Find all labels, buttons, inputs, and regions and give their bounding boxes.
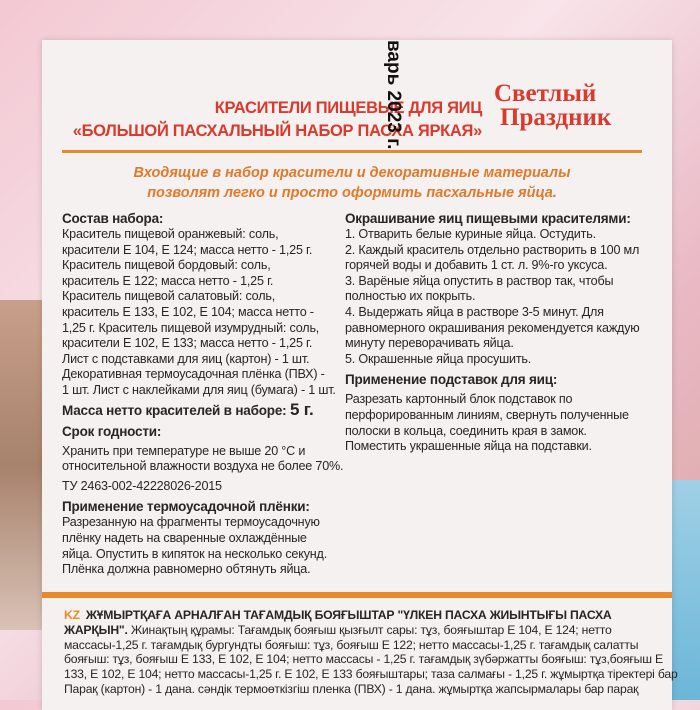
- subtitle-line: позволят легко и просто оформить пасхальные яйца.: [147, 185, 557, 201]
- text-line: 4. Выдержать яйца в растворе 3-5 минут. Для: [345, 304, 604, 319]
- composition-heading: Состав набора:: [62, 211, 164, 226]
- text-line: перфорированным линиям, свернуть полученные: [345, 407, 629, 422]
- product-title: [62, 97, 482, 143]
- text-line: полоски в кольца, соединить края в замок.: [345, 423, 587, 438]
- text-line: Краситель пищевой оранжевый: соль,: [62, 227, 279, 241]
- kz-text: Жинақтың құрамы: Тағамдық бояғыш қызғылт сары: тұз, бояғыштар Е 104, Е 124; нетто: [127, 622, 612, 637]
- text-line: Разрезанную на фрагменты термоусадочную: [62, 515, 320, 530]
- text-line: 2. Каждый краситель отдельно растворить в 100 мл: [345, 242, 640, 257]
- text-line: минуту переворачивать яйца.: [345, 336, 514, 351]
- text-line: красители Е 102, Е 133; масса нетто - 1,25 г.: [62, 336, 313, 351]
- stands-heading: Применение подставок для яиц:: [345, 372, 558, 388]
- kz-title-end: ЖАРҚЫН".: [64, 622, 128, 637]
- right-column: [345, 210, 640, 455]
- kz-divider: [42, 592, 672, 598]
- dyeing-heading: Окрашивание яиц пищевыми красителями:: [345, 211, 631, 226]
- text-line: относительной влажности воздуха не более 70%.: [62, 459, 344, 474]
- left-column: [62, 210, 343, 578]
- background-blur-left: [0, 300, 45, 630]
- stands-text: [345, 392, 640, 454]
- logo-line: Светлый: [494, 80, 597, 107]
- kz-title: ЖҰМЫРТҚАҒА АРНАЛҒАН ТАҒАМДЫҚ БОЯҒЫШТАР "ҮЛКЕН ПАСХА ЖИЫНТЫҒЫ ПАСХА: [85, 608, 612, 622]
- text-line: 1. Отварить белые куриные яйца. Остудить.: [345, 227, 596, 241]
- text-line: Краситель пищевой бордовый: соль,: [62, 258, 271, 273]
- divider: [62, 150, 642, 153]
- text-line: равномерного окрашивания рекомендуется каждую: [345, 320, 640, 335]
- shelf-life-heading: Срок годности:: [62, 423, 162, 439]
- net-mass-label: Масса нетто красителей в наборе:: [62, 402, 287, 418]
- storage-text: [62, 444, 343, 475]
- text-line: 1 шт. Лист с наклейками для яиц (бумага) - 1 шт.: [62, 382, 336, 397]
- logo-line: Праздник: [500, 104, 612, 131]
- date-stamp: варь 2023 г.: [383, 40, 404, 150]
- text-line: краситель Е 133, Е 102, Е 104; масса нетто -: [62, 304, 314, 319]
- brand-logo: [494, 82, 611, 130]
- dyeing-steps: [345, 227, 640, 367]
- text-line: Декоративная термоусадочная плёнка (ПВХ) -: [62, 367, 325, 382]
- text-line: Парақ (картон) - 1 дана. сәндік термоөткізгіш пленка (ПВХ) - 1 дана. жұмыртқа жапсырмалары бар парақ: [64, 681, 639, 696]
- text-line: Краситель пищевой салатовый: соль,: [62, 289, 276, 304]
- text-line: горячей воды и добавить 1 ст. л. 9%-го уксуса.: [345, 258, 608, 273]
- text-line: краситель Е 122; масса нетто - 1,25 г.: [62, 273, 274, 288]
- film-text: [62, 515, 343, 577]
- net-mass-value: 5 г.: [290, 399, 314, 419]
- title-line: КРАСИТЕЛИ ПИЩЕВЫЕ ДЛЯ ЯИЦ: [214, 99, 482, 117]
- text-line: бояғыш: тұз, бояғыш Е 133, Е 102, Е 104; нетто массасы - 1,25 г. тағамдық зүбәржатты бояғыш: тұз,бояғыш Е: [64, 652, 663, 667]
- text-line: Плёнка должна равномерно обтянуть яйца.: [62, 562, 311, 577]
- text-line: плёнку надеть на сваренные охлаждённые: [62, 530, 307, 545]
- text-line: 133, Е 102, Е 104; нетто массасы-1,25 г. Е 102, Е 133 бояғыштары; таза салмағы - 1,25 г. жұмыртқа тіректері бар: [64, 667, 678, 682]
- text-line: Лист с подставками для яиц (картон) - 1 шт.: [62, 351, 310, 366]
- standard-code: ТУ 2463-002-42228026-2015: [62, 478, 222, 493]
- title-line: «БОЛЬШОЙ ПАСХАЛЬНЫЙ НАБОР ПАСХА ЯРКАЯ»: [72, 122, 482, 140]
- text-line: Хранить при температуре не выше 20 °С и: [62, 443, 306, 458]
- text-line: полностью их покрыть.: [345, 289, 476, 304]
- kz-section: [64, 608, 678, 697]
- text-line: 3. Варёные яйца опустить в раствор так, чтобы: [345, 273, 614, 288]
- composition-list: [62, 227, 343, 399]
- subtitle: [62, 163, 642, 203]
- text-line: яйца. Опустить в кипяток на несколько секунд.: [62, 546, 327, 561]
- text-line: красители Е 104, Е 124; масса нетто - 1,25 г.: [62, 242, 313, 257]
- text-line: Разрезать картонный блок подставок по: [345, 392, 573, 407]
- text-line: Поместить украшенные яйца на подставки.: [345, 439, 592, 454]
- text-line: 5. Окрашенные яйца просушить.: [345, 351, 532, 366]
- kz-text-lines: [64, 637, 678, 697]
- subtitle-line: Входящие в набор красители и декоративные материалы: [133, 165, 571, 181]
- text-line: 1,25 г. Краситель пищевой изумрудный: соль,: [62, 320, 320, 335]
- net-mass: [62, 401, 343, 419]
- film-heading: Применение термоусадочной плёнки:: [62, 499, 310, 515]
- kz-language-tag: KZ: [64, 608, 80, 622]
- text-line: массасы-1,25 г. тағамдық бургундты бояғыш: тұз, бояғыш Е 122; нетто массасы-1,25 г. тағамдық салатты: [64, 637, 639, 652]
